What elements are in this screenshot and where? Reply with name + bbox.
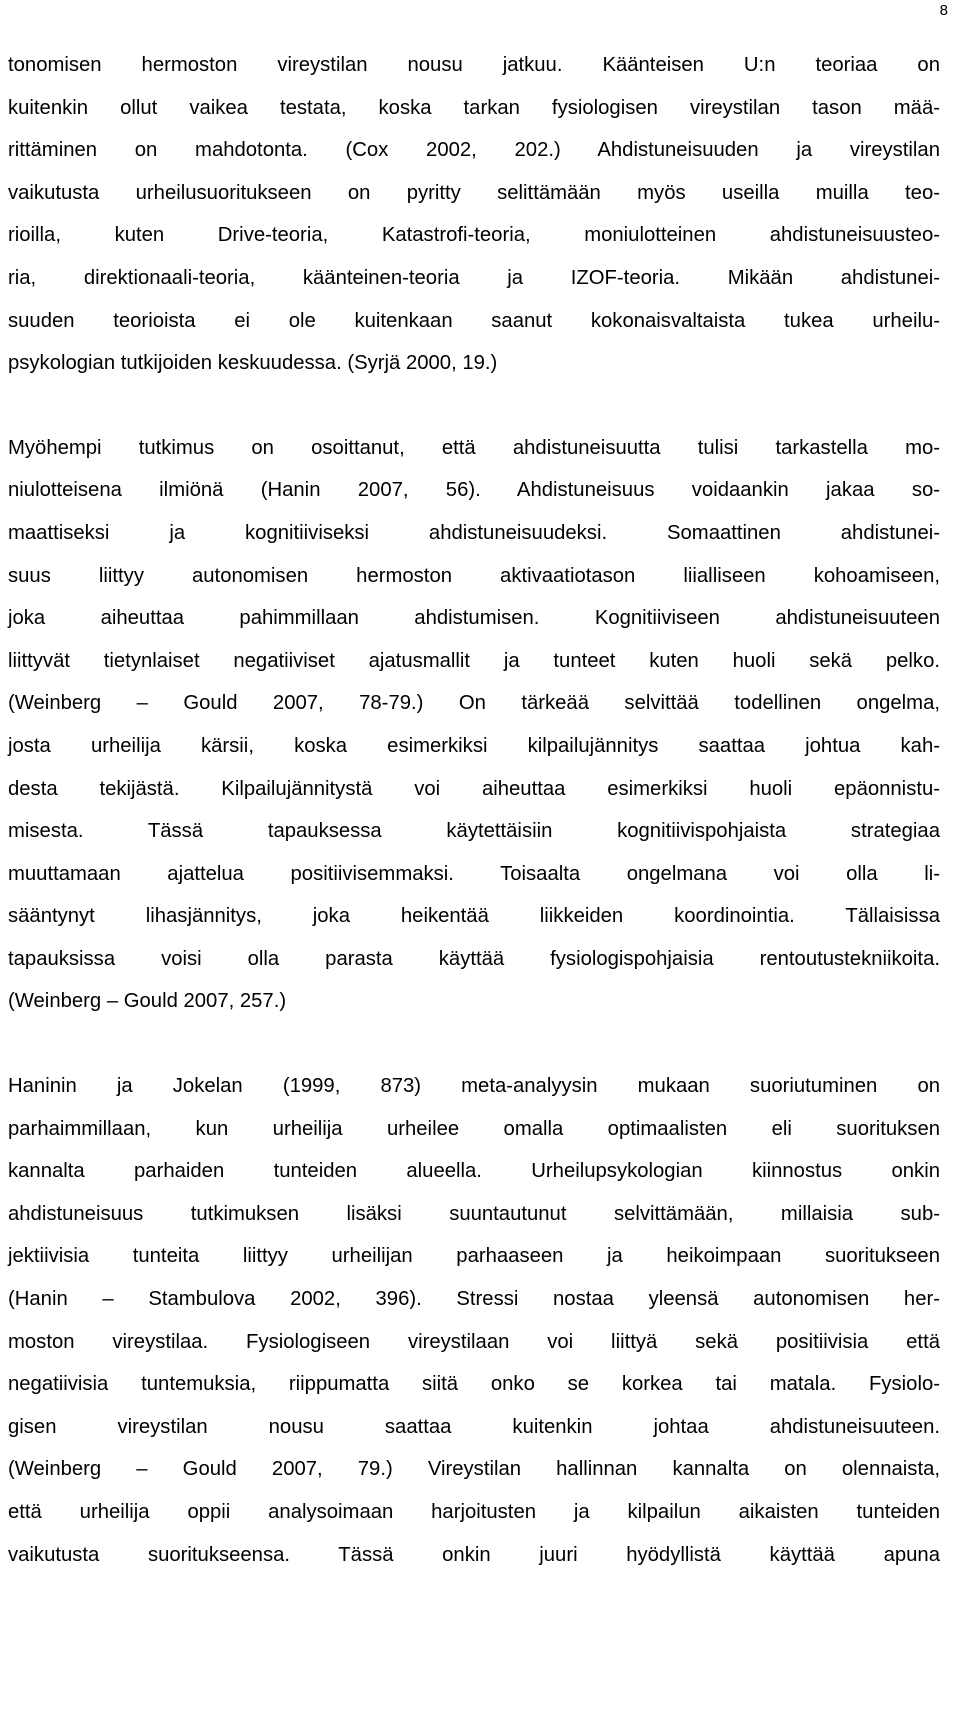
text-line: (Weinberg – Gould 2007, 257.) [8, 990, 287, 1013]
text-line: tapauksissa voisi olla parasta käyttää fysiologispohjaisia rentoutustekniikoita. [8, 947, 940, 970]
text-line: misesta. Tässä tapauksessa käytettäisiin kognitiivispohjaista strategiaa [8, 820, 940, 843]
text-line: josta urheilija kärsii, koska esimerkiksi kilpailujännitys saattaa johtua kah- [8, 734, 940, 757]
text-line: negatiivisia tuntemuksia, riippumatta siitä onko se korkea tai matala. Fysiolo- [8, 1373, 940, 1396]
text-line: desta tekijästä. Kilpailujännitystä voi aiheuttaa esimerkiksi huoli epäonnistu- [8, 777, 940, 800]
text-line: sääntynyt lihasjännitys, joka heikentää liikkeiden koordinointia. Tällaisissa [8, 905, 940, 928]
text-line: (Weinberg – Gould 2007, 78-79.) On tärkeää selvittää todellinen ongelma, [8, 692, 940, 715]
text-line: että urheilija oppii analysoimaan harjoitusten ja kilpailun aikaisten tunteiden [8, 1501, 940, 1523]
text-line: joka aiheuttaa pahimmillaan ahdistumisen. Kognitiiviseen ahdistuneisuuteen [8, 607, 940, 630]
text-line: rittäminen on mahdotonta. (Cox 2002, 202.) Ahdistuneisuuden ja vireystilan [8, 139, 940, 162]
text-line: tonomisen hermoston vireystilan nousu jatkuu. Käänteisen U:n teoriaa on [8, 54, 940, 76]
text-line: vaikutusta urheilusuoritukseen on pyritty selittämään myös useilla muilla teo- [8, 181, 940, 204]
page-number: 8 [939, 2, 948, 19]
text-line: (Weinberg – Gould 2007, 79.) Vireystilan hallinnan kannalta on olennaista, [8, 1458, 940, 1481]
text-line: gisen vireystilan nousu saattaa kuitenkin johtaa ahdistuneisuuteen. [8, 1415, 940, 1438]
page-body [8, 44, 940, 1576]
paragraph-2 [8, 427, 940, 1023]
text-line: jektiivisia tunteita liittyy urheilijan parhaaseen ja heikoimpaan suoritukseen [8, 1245, 940, 1268]
text-line: Haninin ja Jokelan (1999, 873) meta-analyysin mukaan suoriutuminen on [8, 1075, 940, 1098]
text-line: muuttamaan ajattelua positiivisemmaksi. Toisaalta ongelmana voi olla li- [8, 862, 940, 885]
text-line: moston vireystilaa. Fysiologiseen vireystilaan voi liittyä sekä positiivisia että [8, 1330, 940, 1353]
text-line: rioilla, kuten Drive-teoria, Katastrofi-teoria, moniulotteinen ahdistuneisuusteo- [8, 224, 940, 247]
paragraph-spacer [8, 385, 940, 427]
text-line: ria, direktionaali-teoria, käänteinen-teoria ja IZOF-teoria. Mikään ahdistunei- [8, 266, 940, 289]
text-line: kannalta parhaiden tunteiden alueella. Urheilupsykologian kiinnostus onkin [8, 1160, 940, 1183]
paragraph-3 [8, 1065, 940, 1576]
text-line: (Hanin – Stambulova 2002, 396). Stressi nostaa yleensä autonomisen her- [8, 1288, 940, 1311]
text-line: suus liittyy autonomisen hermoston aktivaatiotason liialliseen kohoamiseen, [8, 564, 940, 587]
text-line: maattiseksi ja kognitiiviseksi ahdistuneisuudeksi. Somaattinen ahdistunei- [8, 521, 940, 544]
text-line: parhaimmillaan, kun urheilija urheilee omalla optimaalisten eli suorituksen [8, 1117, 940, 1140]
text-line: Myöhempi tutkimus on osoittanut, että ahdistuneisuutta tulisi tarkastella mo- [8, 436, 940, 459]
text-line: niulotteisena ilmiönä (Hanin 2007, 56). Ahdistuneisuus voidaankin jakaa so- [8, 479, 940, 502]
paragraph-1 [8, 44, 940, 385]
paragraph-spacer [8, 1023, 940, 1065]
text-line: ahdistuneisuus tutkimuksen lisäksi suuntautunut selvittämään, millaisia sub- [8, 1202, 940, 1225]
text-line: liittyvät tietynlaiset negatiiviset ajatusmallit ja tunteet kuten huoli sekä pelko. [8, 649, 940, 672]
text-line: kuitenkin ollut vaikea testata, koska tarkan fysiologisen vireystilan tason mää- [8, 96, 940, 119]
text-line: psykologian tutkijoiden keskuudessa. (Syrjä 2000, 19.) [8, 352, 498, 375]
text-line: suuden teorioista ei ole kuitenkaan saanut kokonaisvaltaista tukea urheilu- [8, 309, 940, 332]
text-line: vaikutusta suoritukseensa. Tässä onkin juuri hyödyllistä käyttää apuna [8, 1543, 940, 1566]
